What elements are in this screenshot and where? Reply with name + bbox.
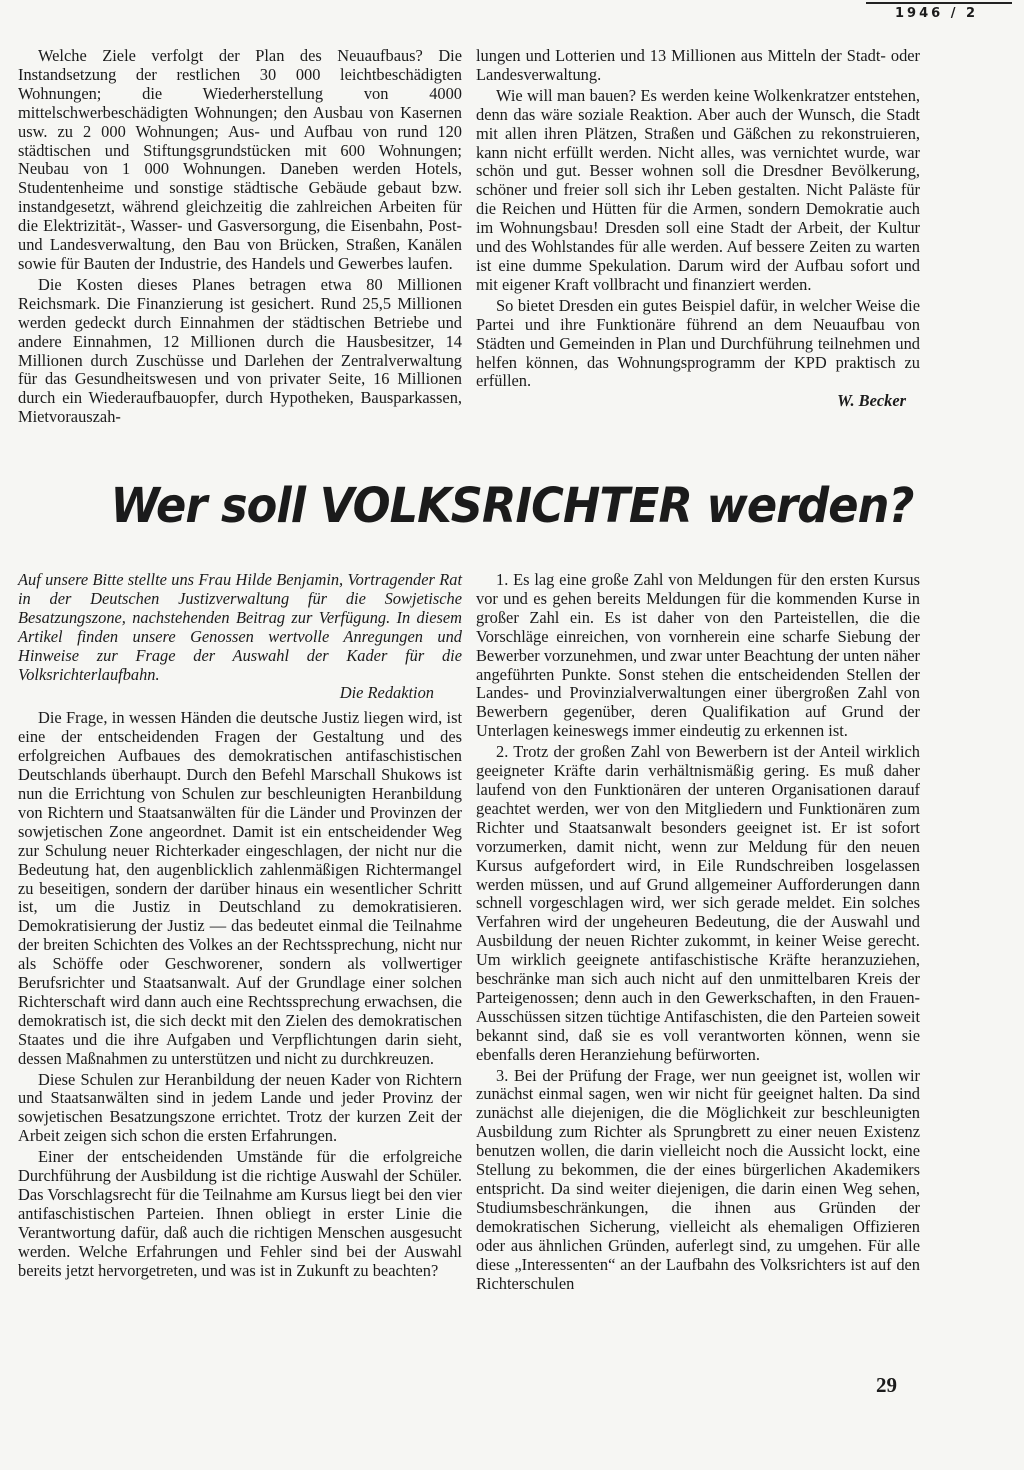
- article-headline: Wer soll VOLKSRICHTER werden?: [110, 478, 914, 534]
- main-article-right-column: [476, 571, 920, 1293]
- top-right-paragraph-1: Wie will man bauen? Es werden keine Wolkenkratzer entstehen, denn das wäre soziale Reaktion. Aber auch der Wunsch, die Stadt mit allen ihren Plätzen, Straßen und Gäßchen zu rekonstruieren, kann nicht erfüllt werden. Nicht alles, was vernichtet wurde, war schön und gut. Besser wohnen soll die Dresdner Bevölkerung, schöner und freier soll sich ihr Leben gestalten. Nicht Paläste für die Reichen und Hütten für die Armen, sondern Demokratie auch im Wohnungsbau! Dresden soll eine Stadt der Arbeit, der Kultur und des Wohlstandes für alle werden. Auf bessere Zeiten zu warten ist eine dumme Spekulation. Darum wird der Aufbau sofort und mit eigener Kraft vollbracht und finanziert werden.: [476, 85, 920, 294]
- top-left-paragraph-1: Welche Ziele verfolgt der Plan des Neuaufbaus? Die Instandsetzung der restlichen 30 000 leichtbeschädigten Wohnungen; die Wiederherstellung von 4000 mittelschwerbeschädigten Wohnungen; den Ausbau von Kasernen usw. zu 2 000 Wohnungen; Aus- und Aufbau von rund 120 städtischen und Stiftungsgrundstücken mit 600 Wohnungen; Neubau von 1 000 Wohnungen. Daneben werden Hotels, Studentenheime und sonstige städtische Gebäude gebaut bzw. instandgesetzt, während gleichzeitig die zahlreichen Arbeiten für die Elektrizität-, Wasser- und Gasversorgung, die Eisenbahn, Post- und Landesverwaltung, den Bau von Brücken, Straßen, Kanälen sowie für Bauten der Industrie, des Handels und Gewerbes laufen.: [18, 46, 462, 273]
- issue-number: 1946 / 2: [895, 6, 979, 21]
- main-left-paragraph-1: Die Frage, in wessen Händen die deutsche Justiz liegen wird, ist eine der entscheidenden Fragen der Gestaltung und des erfolgreichen Aufbaues des demokratischen antifaschistischen Deutschlands überhaupt. Durch den Befehl Marschall Shukows ist nun die Errichtung von Schulen zur beschleunigten Heranbildung von Richtern und Staatsanwälten für die Länder und Provinzen der sowjetischen Zone angeordnet. Damit ist ein entscheidender Weg zur Schulung neuer Richterkader eingeschlagen, der nicht nur die Bedeutung hat, den augenblicklich zahlenmäßigen Richtermangel zu beseitigen, sondern der darüber hinaus ein wesentlicher Schritt ist, um die Justiz in Deutschland zu demokratisieren. Demokratisierung der Justiz — das bedeutet einmal die Teilnahme der breiten Schichten des Volkes an der Rechtssprechung, nicht nur als Schöffe oder Geschworener, sondern als vollwertiger Berufsrichter und Staatsanwalt. Auf der Grundlage einer solchen Richterschaft wird dann auch eine Rechtssprechung erwachsen, die demokratisch ist, die sich deckt mit den Zielen des demokratischen Staates und die ihre Aufgaben und Verpflichtungen darin sieht, dessen Maßnahmen zu unterstützen und nicht zu durchkreuzen.: [18, 708, 462, 1068]
- top-article-left-column: [18, 47, 462, 427]
- top-article-right-column: [476, 47, 920, 411]
- editorial-intro: Auf unsere Bitte stellte uns Frau Hilde Benjamin, Vortragender Rat in der Deutschen Justizverwaltung für die Sowjetische Besatzungszone, nachstehenden Beitrag zur Verfügung. In diesem Artikel finden unsere Genossen wertvolle Anregungen und Hinweise zur Frage der Auswahl der Kader für die Volksrichterlaufbahn.: [18, 570, 462, 684]
- top-right-paragraph-2: So bietet Dresden ein gutes Beispiel dafür, in welcher Weise die Partei und ihre Funktionäre führend an dem Neuaufbau von Städten und Gemeinden in Plan und Durchführung teilnehmen und helfen können, das Wohnungsprogramm der KPD praktisch zu erfüllen.: [476, 295, 920, 391]
- main-article-left-column: [18, 571, 462, 1281]
- header-rule: [866, 2, 1012, 4]
- author-signature: W. Becker: [837, 391, 906, 411]
- main-right-paragraph-3: 3. Bei der Prüfung der Frage, wer nun geeignet ist, wollen wir zunächst einmal sagen, wen wir nicht für geeignet halten. Da sind zunächst alle diejenigen, die die Möglichkeit zur beschleunigten Ausbildung zum Richter als Sprungbrett zu einer neuen Existenz benutzen wollen, die darin vielleicht noch die Aussicht lockt, eine Stellung zu bekommen, die der eines bürgerlichen Akademikers entspricht. Da sind weiter diejenigen, die darin einen Weg sehen, Studiumsbeschränkungen, die ihnen aus Gründen der demokratischen Sicherung, vielleicht als ehemaligen Offizieren oder aus ähnlichen Gründen, auferlegt sind, zu umgehen. Für alle diese „Interessenten“ an der Laufbahn des Volksrichters ist auf den Richterschulen: [476, 1065, 920, 1293]
- main-left-paragraph-2: Diese Schulen zur Heranbildung der neuen Kader von Richtern und Staatsanwälten sind in jedem Lande und jeder Provinz der sowjetischen Besatzungszone errichtet. Trotz der kurzen Zeit der Arbeit zeigen sich schon die ersten Erfahrungen.: [18, 1069, 462, 1146]
- main-left-paragraph-3: Einer der entscheidenden Umstände für die erfolgreiche Durchführung der Ausbildung ist die richtige Auswahl der Schüler. Das Vorschlagsrecht für die Teilnahme am Kursus liegt bei den vier antifaschistischen Parteien. Ihnen obliegt in erster Linie die Verantwortung dafür, daß auch die richtigen Menschen ausgesucht werden. Welche Erfahrungen und Fehler sind bei der Auswahl bereits jetzt hervorgetreten, und was ist in Zukunft zu beachten?: [18, 1147, 462, 1280]
- page-number: 29: [876, 1373, 897, 1397]
- main-right-paragraph-1: 1. Es lag eine große Zahl von Meldungen für den ersten Kursus vor und es gehen bereits Meldungen für die kommenden Kurse in großer Zahl ein. Es ist daher von den Parteistellen, die die Vorschläge einreichen, von vornherein eine scharfe Siebung der Bewerber vorzunehmen, und zwar unter Beachtung der unten näher angeführten Punkte. Sonst stehen die entscheidenden Stellen der Landes- und Provinzialverwaltungen einer übergroßen Zahl von Bewerbern gegenüber, deren Qualifikation auf Grund der Unterlagen keineswegs immer eindeutig zu erkennen ist.: [476, 570, 920, 741]
- main-right-paragraph-2: 2. Trotz der großen Zahl von Bewerbern ist der Anteil wirklich geeigneter Kräfte darin verhältnismäßig gering. Es muß daher laufend von den Funktionären der unteren Organisationen darauf geachtet werden, wer von den Mitgliedern und Funktionären zum Richter und Staatsanwalt besonders geeignet ist. Er ist sofort vorzumerken, damit nicht, wenn zur Meldung für den neuen Kursus aufgefordert wird, in Eile Rundschreiben losgelassen werden müssen, und auf Grund allgemeiner Aufforderungen dann schnell vorgeschlagen wird, wer sich gerade meldet. Ein solches Verfahren wird der ungeheuren Bedeutung, die der Auswahl und Ausbildung der neuen Richter zukommt, in keiner Weise gerecht. Um wirklich geeignete antifaschistische Kräfte heranzuziehen, beschränke man sich auch nicht auf den unmittelbaren Kreis der Parteigenossen; denn auch in den Gewerkschaften, in den Frauen-Ausschüssen sitzen tüchtige Antifaschisten, die den Parteien soweit bekannt sind, daß sie es voll verantworten können, wenn sie ebenfalls deren Heranziehung befürworten.: [476, 742, 920, 1064]
- top-right-continuation: lungen und Lotterien und 13 Millionen aus Mitteln der Stadt- oder Landesverwaltung.: [476, 46, 920, 84]
- top-left-paragraph-2: Die Kosten dieses Planes betragen etwa 80 Millionen Reichsmark. Die Finanzierung ist gesichert. Rund 25,5 Millionen werden gedeckt durch Einnahmen der städtischen Betriebe und andere Einnahmen, 12 Millionen durch die Hausbesitzer, 14 Millionen durch Zuschüsse und Darlehen der Zentralverwaltung für das Gesundheitswesen und von privater Seite, 16 Millionen durch ein Wiederaufbauopfer, durch Hypotheken, Bausparkassen, Mietvorauszah-: [18, 274, 462, 427]
- editorial-byline: Die Redaktion: [339, 683, 434, 703]
